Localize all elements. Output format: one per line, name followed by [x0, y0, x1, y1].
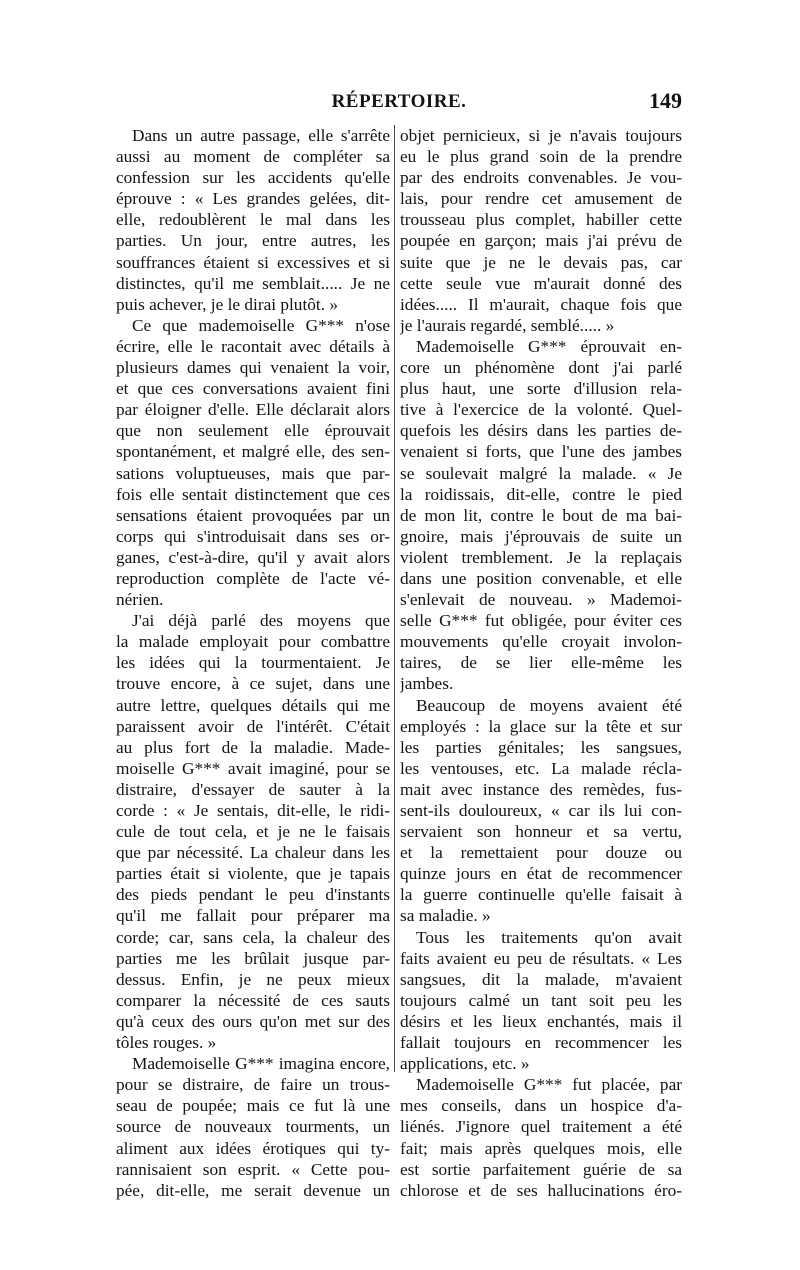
text-line: seau de poupée; mais ce fut là une	[116, 1096, 390, 1116]
text-line: cule de tout cela, et je ne le faisais	[116, 822, 390, 842]
text-line: source de nouveaux tourments, un	[116, 1117, 390, 1137]
text-line: de mon lit, contre le bout de ma bai-	[400, 505, 682, 525]
text-line: aussi au moment de compléter sa	[116, 147, 390, 167]
text-line: violent tremblement. Je la replaçais	[400, 547, 682, 567]
text-line: souffrances étaient si excessives et si	[116, 252, 390, 272]
text-line: selle G*** fut obligée, pour éviter ces	[400, 611, 682, 631]
text-line: éprouve : « Les grandes gelées, dit-	[116, 189, 390, 209]
text-line: mes conseils, dans un hospice d'a-	[400, 1096, 682, 1116]
text-line: sations voluptueuses, mais que par-	[116, 463, 390, 483]
text-line: Dans un autre passage, elle s'arrête	[132, 126, 390, 145]
text-line: par éloigner d'elle. Elle déclarait alors	[116, 400, 390, 420]
text-line: que par nécessité. La chaleur dans les	[116, 843, 390, 863]
text-line: sent-ils douloureux, « car ils lui con-	[400, 801, 682, 820]
text-line: fois elle sentait distinctement que ces	[116, 484, 390, 504]
text-line: la guerre continuelle qu'elle faisait à	[400, 885, 682, 905]
text-line: se soulevait malgré la malade. « Je	[400, 463, 682, 483]
text-line: nérien.	[116, 590, 164, 610]
text-line: parties était si violente, que je tapais	[116, 864, 390, 884]
text-line: chlorose et de ses hallucinations éro-	[400, 1180, 682, 1200]
text-line: des pieds pendant le peu d'instants	[116, 885, 390, 905]
text-line: liénés. J'ignore quel traitement a été	[400, 1117, 682, 1137]
left-column	[116, 125, 390, 1201]
text-line: parties. Un jour, entre autres, les	[116, 231, 390, 251]
text-line: corde : « Je sentais, dit-elle, le ridi-	[116, 801, 390, 820]
text-line: jambes.	[400, 674, 454, 694]
text-line: venaient si forts, que l'une des jambes	[400, 442, 682, 462]
text-line: fait; mais après quelques mois, elle	[400, 1138, 682, 1158]
text-line: taires, de se lier elle-même les	[400, 653, 682, 673]
text-line: les parties génitales; les sangsues,	[400, 737, 682, 757]
text-line: corps qui s'introduisait dans ses or-	[116, 526, 390, 546]
text-line: est sortie parfaitement guérie de sa	[400, 1159, 682, 1179]
text-line: parties me les brûlait jusque par-	[116, 948, 390, 968]
text-line: sensations étaient provoquées par un	[116, 505, 390, 525]
text-line: objet pernicieux, si je n'avais toujours	[400, 126, 682, 145]
text-line: la roidissais, dit-elle, contre le pied	[400, 484, 682, 504]
page-number: 149	[649, 88, 682, 113]
running-title: RÉPERTOIRE.	[331, 91, 467, 112]
text-line: plus haut, une sorte d'illusion rela-	[400, 379, 682, 399]
text-line: Ce que mademoiselle G*** n'ose	[132, 315, 390, 335]
text-line: J'ai déjà parlé des moyens que	[132, 611, 390, 631]
text-line: toujours calmé un tant soit peu les	[400, 990, 682, 1010]
text-line: comparer la nécessité de ces sauts	[116, 990, 390, 1010]
text-line: paraissent avoir de l'intérêt. C'était	[116, 716, 390, 736]
text-line: pour se distraire, de faire un trous-	[116, 1075, 390, 1095]
text-line: tive à l'exercice de la volonté. Quel-	[400, 400, 682, 420]
text-line: confession sur les accidents qu'elle	[116, 168, 390, 188]
text-line: lais, pour rendre cet amusement de	[400, 189, 682, 209]
text-line: par des endroits convenables. Je vou-	[400, 168, 682, 188]
text-line: Mademoiselle G*** éprouvait en-	[416, 336, 682, 356]
text-line: Mademoiselle G*** fut placée, par	[416, 1075, 682, 1095]
text-line: s'enlevait de nouveau. » Mademoi-	[400, 590, 682, 610]
text-line: trousseau plus complet, habiller cette	[400, 210, 682, 230]
text-line: dessus. Enfin, je ne peux mieux	[116, 969, 390, 989]
text-line: applications, etc. »	[400, 1054, 530, 1074]
text-line: puis achever, je le dirai plutôt. »	[116, 294, 338, 314]
text-line: aliment aux idées érotiques qui ty-	[116, 1138, 390, 1158]
text-line: dans une position convenable, et elle	[400, 568, 682, 588]
text-line: reproduction complète de l'acte vé-	[116, 568, 390, 588]
text-line: tôles rouges. »	[116, 1033, 217, 1053]
text-line: Mademoiselle G*** imagina encore,	[132, 1054, 390, 1074]
text-line: ganes, c'est-à-dire, qu'il y avait alors	[116, 547, 390, 567]
text-line: la malade employait pour combattre	[116, 632, 390, 652]
text-line: distraire, d'essayer de sauter à la	[116, 779, 390, 799]
text-line: spontanément, et malgré elle, des sen-	[116, 442, 390, 462]
text-line: Tous les traitements qu'on avait	[416, 927, 682, 947]
text-line: pée, dit-elle, me serait devenue un	[116, 1180, 390, 1200]
text-line: quefois les désirs dans les parties de-	[400, 421, 682, 441]
text-line: corde; car, sans cela, la chaleur des	[116, 927, 390, 947]
text-line: eu le plus grand soin de la prendre	[400, 147, 682, 167]
text-line: Beaucoup de moyens avaient été	[416, 695, 682, 715]
text-line: rannisaient son esprit. « Cette pou-	[116, 1159, 390, 1179]
text-line: plusieurs dames qui venaient la voir,	[116, 358, 390, 378]
text-line: et la remettaient pour douze ou	[400, 843, 682, 863]
text-line: autre lettre, quelques détails qui me	[116, 695, 390, 715]
text-line: je l'aurais regardé, semblé..... »	[400, 315, 615, 335]
text-line: les idées qui la tourmentaient. Je	[116, 653, 390, 673]
text-line: elle, redoublèrent le mal dans les	[116, 210, 390, 230]
column-divider	[394, 125, 395, 1072]
text-line: cette seule vue m'aurait donné des	[400, 273, 682, 293]
text-line: mouvements qu'elle croyait involon-	[400, 632, 682, 652]
text-line: sangsues, dit la malade, m'avaient	[400, 969, 682, 989]
text-line: core un phénomène dont j'ai parlé	[400, 358, 682, 378]
text-line: désirs et les lieux enchantés, mais il	[400, 1011, 682, 1031]
page-header	[116, 88, 682, 116]
text-line: fallait toujours en recommencer les	[400, 1033, 682, 1053]
text-line: sa maladie. »	[400, 906, 491, 926]
text-line: gnoire, mais j'éprouvais de suite un	[400, 526, 682, 546]
text-line: au plus fort de la maladie. Made-	[116, 737, 390, 757]
text-line: et que ces conversations avaient fini	[116, 379, 390, 399]
text-line: servaient son honneur et sa vertu,	[400, 822, 682, 842]
text-line: quinze jours en état de recommencer	[400, 864, 682, 884]
text-line: les ventouses, etc. La malade récla-	[400, 758, 682, 778]
text-line: employés : la glace sur la tête et sur	[400, 716, 682, 736]
text-line: qu'il me fallait pour préparer ma	[116, 906, 390, 926]
text-line: poupée en garçon; mais j'ai prévu de	[400, 231, 682, 251]
text-line: suite que je ne le devais pas, car	[400, 252, 682, 272]
text-line: trouve encore, à ce sujet, dans une	[116, 674, 390, 694]
text-line: faits avaient eu peu de résultats. « Les	[400, 948, 682, 968]
text-line: idées..... Il m'aurait, chaque fois que	[400, 294, 682, 314]
text-line: écrire, elle le racontait avec détails à	[116, 336, 390, 356]
text-line: que non seulement elle éprouvait	[116, 421, 390, 441]
text-line: distinctes, qu'il me semblait..... Je ne	[116, 273, 390, 293]
right-column	[400, 125, 682, 1201]
text-line: mait avec instance des remèdes, fus-	[400, 779, 682, 799]
text-line: qu'à ceux des ours qu'on met sur des	[116, 1011, 390, 1031]
text-line: moiselle G*** avait imaginé, pour se	[116, 758, 390, 778]
